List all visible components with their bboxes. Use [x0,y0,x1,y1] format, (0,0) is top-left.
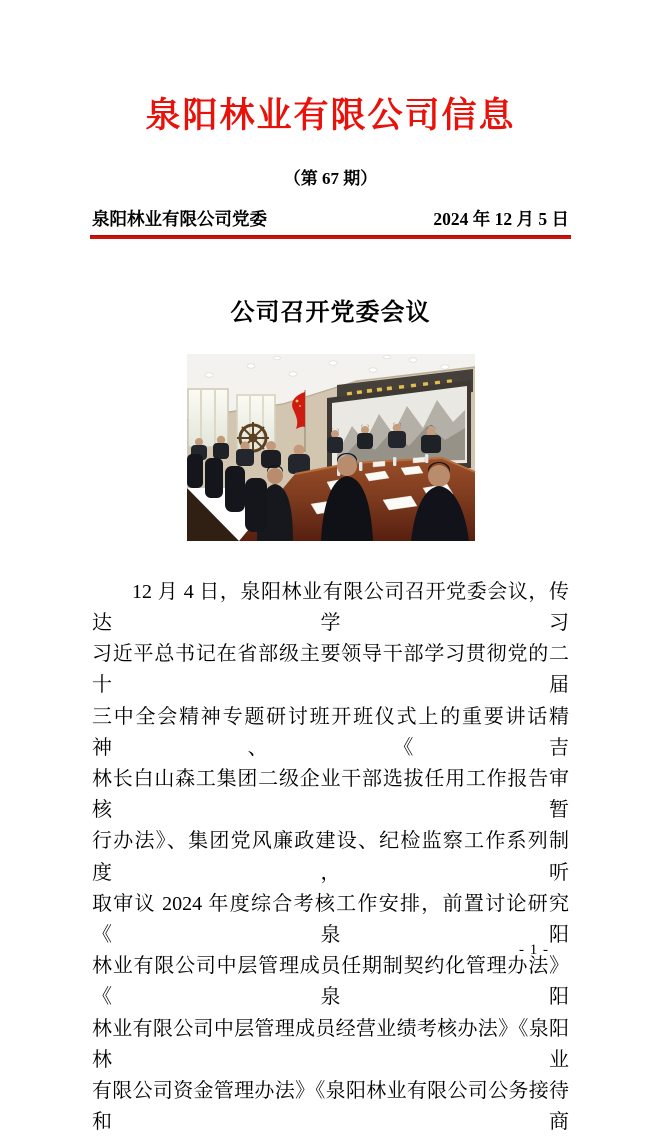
body-line: 林业有限公司中层管理成员任期制契约化管理办法》《泉阳 [92,955,569,1009]
body-line: 有限公司资金管理办法》《泉阳林业有限公司公务接待和商 [92,1080,569,1134]
masthead-rule [90,235,571,239]
body-line: 习近平总书记在省部级主要领导干部学习贯彻党的二十届 [92,643,569,697]
page-number: - 1 - [519,942,549,958]
publish-date: 2024 年 12 月 5 日 [433,208,569,229]
body-line: 12 月 4 日，泉阳林业有限公司召开党委会议，传达学习 [92,580,569,634]
body-line: 林业有限公司中层管理成员经营业绩考核办法》《泉阳林业 [92,1017,569,1071]
body-line: 林长白山森工集团二级企业干部选拔任用工作报告审核暂 [92,767,569,822]
masthead-row [92,206,569,231]
article-body [92,577,569,1138]
meeting-photo-illustration [187,354,475,541]
bulletin-page [0,94,661,1134]
body-line: 取审议 2024 年度综合考核工作安排，前置讨论研究《泉阳 [92,892,569,946]
meeting-photo [187,354,475,541]
article-headline: 公司召开党委会议 [230,299,431,326]
body-line: 三中全会精神专题研讨班开班仪式上的重要讲话精神、《吉 [92,705,569,759]
publisher-name: 泉阳林业有限公司党委 [92,208,267,229]
body-line: 行办法》、集团党风廉政建设、纪检监察工作系列制度，听 [92,830,569,884]
bulletin-title: 泉阳林业有限公司信息 [145,96,516,135]
issue-number: （第 67 期） [283,168,378,188]
